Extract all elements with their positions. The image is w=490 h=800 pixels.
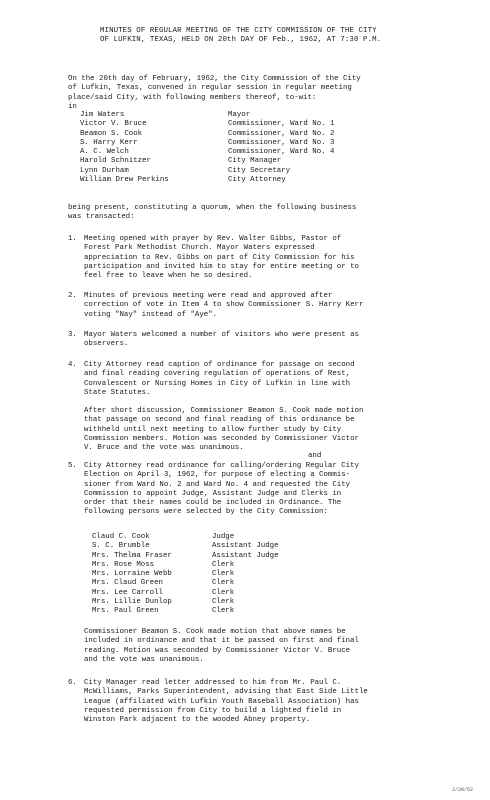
- item-5-followup: Commissioner Beamon S. Cook made motion that above names be included in ordinance and that it be passed on first and final reading. Motion was seconded by Commissioner Victor V. Bruce and the vote was unanimous.: [84, 628, 359, 664]
- appointee-name: S. C. Brumble: [92, 542, 150, 551]
- member-role: Commissioner, Ward No. 2: [228, 129, 335, 138]
- appointee-name: Mrs. Rose Moss: [92, 560, 155, 569]
- item-number: 4.: [68, 361, 77, 369]
- appointee-row: [92, 552, 392, 561]
- appointee-role: Assistant Judge: [212, 551, 279, 560]
- member-row: [80, 176, 380, 185]
- member-name: Victor V. Bruce: [80, 120, 147, 129]
- minutes-item-1: [68, 235, 480, 281]
- member-name: Beamon S. Cook: [80, 129, 143, 138]
- quorum-paragraph: being present, constituting a quorum, when the following business was transacted:: [68, 204, 357, 222]
- appointee-row: [92, 542, 392, 551]
- appointee-name: Mrs. Lorraine Webb: [92, 570, 172, 579]
- member-role: City Manager: [228, 157, 282, 166]
- item-number: 6.: [68, 679, 77, 687]
- member-name: William Drew Perkins: [80, 176, 169, 185]
- item-text: Minutes of previous meeting were read and approved after correction of vote in Item 4 to show Commissioner S. Harry Kerr voting "Nay" instead of "Aye".: [84, 292, 364, 319]
- item-text: City Manager read letter addressed to him from Mr. Paul C. McWilliams, Parks Superintendent, advising that East Side Little League (affiliated with Lufkin Youth Baseball Association) has requested permission from City to build a lighted field in Winston Park adjacent to the wooded Abney property.: [84, 679, 368, 725]
- page-footmark: 2/20/62: [452, 787, 474, 793]
- appointee-row: [92, 533, 392, 542]
- members-list: [80, 111, 380, 185]
- appointee-role: Clerk: [212, 598, 235, 607]
- appointee-role: Judge: [212, 533, 235, 541]
- minutes-item-6: [68, 679, 480, 725]
- minutes-item-4: [68, 361, 480, 398]
- member-row: [80, 167, 380, 176]
- member-role: City Secretary: [228, 166, 291, 175]
- intro-paragraph: On the 20th day of February, 1962, the City Commission of the City of Lufkin, Texas, convened in regular session in regular meeting place/said City, with following members thereof, to-wit: in: [68, 75, 361, 111]
- appointee-name: Claud C. Cook: [92, 533, 150, 541]
- appointee-name: Mrs. Thelma Fraser: [92, 551, 172, 560]
- minutes-item-5: [68, 462, 480, 518]
- title-line-2: OF LUFKIN, TEXAS, HELD ON 20th DAY OF Feb., 1962, AT 7:30 P.M.: [100, 36, 382, 45]
- appointee-row: [92, 589, 392, 598]
- document-title: [100, 27, 470, 46]
- member-row: [80, 111, 380, 120]
- item-text: City Attorney read caption of ordinance for passage on second and final reading covering regulation of operations of Rest, Convalescent or Nursing Homes in City of Lufkin in line with State Statutes.: [84, 361, 355, 397]
- item-number: 2.: [68, 292, 77, 300]
- member-row: [80, 148, 380, 157]
- appointee-role: Clerk: [212, 607, 235, 616]
- appointee-name: Mrs. Lee Carroll: [92, 588, 163, 597]
- item-number: 3.: [68, 331, 77, 339]
- item-text: Mayor Waters welcomed a number of visitors who were present as observers.: [84, 331, 359, 349]
- member-role: City Attorney: [228, 176, 286, 185]
- member-name: Jim Waters: [80, 111, 125, 119]
- appointee-row: [92, 607, 392, 616]
- item-text: Meeting opened with prayer by Rev. Walter Gibbs, Pastor of Forest Park Methodist Church. Mayor Waters expressed appreciation to Rev. Gibbs on part of City Commission for his participation and invited him to stay for entire meeting or to feel free to leave when he so desired.: [84, 235, 359, 281]
- member-name: Lynn Durham: [80, 166, 129, 175]
- appointee-name: Mrs. Lillie Dunlop: [92, 598, 172, 607]
- appointee-row: [92, 561, 392, 570]
- item-number: 1.: [68, 235, 77, 243]
- member-row: [80, 139, 380, 148]
- member-row: [80, 120, 380, 129]
- appointee-row: [92, 598, 392, 607]
- margin-note: and: [308, 452, 322, 460]
- member-name: A. C. Welch: [80, 148, 129, 157]
- minutes-item-2: [68, 292, 480, 320]
- appointee-name: Mrs. Paul Green: [92, 607, 159, 616]
- member-role: Commissioner, Ward No. 3: [228, 138, 335, 147]
- appointee-name: Mrs. Claud Green: [92, 579, 163, 588]
- member-role: Commissioner, Ward No. 1: [228, 120, 335, 129]
- item-4-followup: After short discussion, Commissioner Beamon S. Cook made motion that passage on second and final reading of this ordinance be withheld until next meeting to allow further study by City Commission members. Motion was seconded by Commissioner Victor V. Bruce and the vote was unanimous.: [84, 407, 364, 453]
- member-row: [80, 157, 380, 166]
- appointee-role: Clerk: [212, 588, 235, 597]
- item-number: 5.: [68, 462, 77, 470]
- appointee-role: Clerk: [212, 570, 235, 579]
- member-role: Commissioner, Ward No. 4: [228, 148, 335, 157]
- title-line-1: MINUTES OF REGULAR MEETING OF THE CITY COMMISSION OF THE CITY: [100, 27, 377, 35]
- member-row: [80, 130, 380, 139]
- member-role: Mayor: [228, 111, 251, 119]
- item-text: City Attorney read ordinance for calling/ordering Regular City Election on April 3, 1962, for purpose of electing a Commis- sioner from Ward No. 2 and Ward No. 4 and requested the City Commission to appoint Judge, Assistant Judge and Clerks in order that their names could be included in Ordinance. The following persons were selected by the City Commission:: [84, 462, 359, 517]
- appointees-list: [92, 533, 392, 617]
- minutes-item-3: [68, 331, 480, 350]
- appointee-role: Clerk: [212, 579, 235, 588]
- appointee-role: Assistant Judge: [212, 542, 279, 551]
- appointee-role: Clerk: [212, 560, 235, 569]
- appointee-row: [92, 579, 392, 588]
- member-name: Harold Schnitzer: [80, 157, 151, 166]
- member-name: S. Harry Kerr: [80, 138, 138, 147]
- appointee-row: [92, 570, 392, 579]
